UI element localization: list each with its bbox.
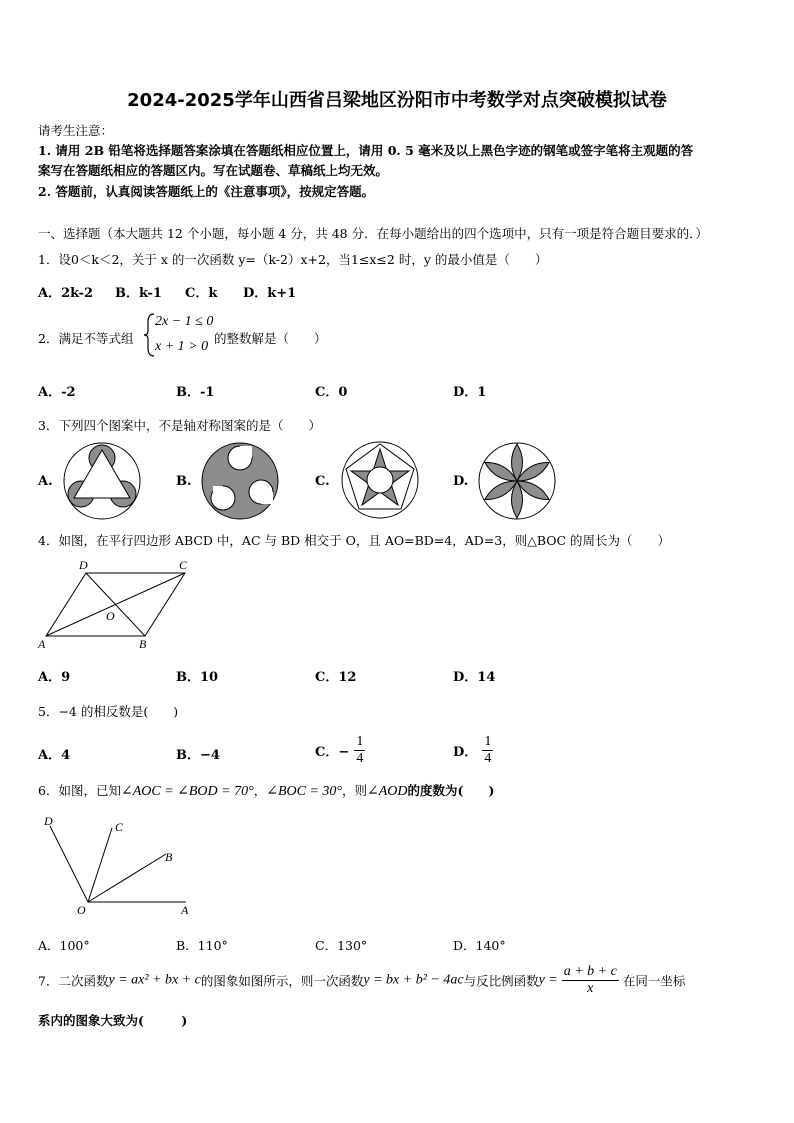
q4-option-a: A．9	[38, 670, 71, 685]
q6-stem-math-1: ∠AOC = ∠BOD = 70°	[120, 784, 254, 799]
q6-option-c: C．130°	[315, 938, 368, 953]
q4-label-d: D	[79, 558, 88, 572]
q4-option-c: C．12	[315, 670, 357, 685]
q1-option-c: C．k	[185, 286, 218, 301]
section-heading: 一、选择题（本大题共 12 个小题，每小题 4 分，共 48 分．在每小题给出的四个选项中，只有一项是符合题目要求的．）	[38, 226, 708, 241]
q1-option-b: B．k-1	[115, 286, 162, 301]
q5-stem: 5．−4 的相反数是( )	[38, 704, 179, 719]
q5-option-c-fraction	[354, 734, 365, 767]
q6-stem-prefix: 6．如图，已知	[38, 783, 121, 798]
q6-option-d: D．140°	[453, 938, 506, 953]
q3-stem: 3．下列四个图案中，不是轴对称图案的是（ ）	[38, 418, 321, 433]
q6-stem	[38, 781, 494, 800]
q7-prefix: 7．二次函数	[38, 973, 109, 989]
q7-formula-3-lhs: y =	[538, 972, 558, 988]
q7-stem	[38, 964, 685, 997]
q3-figure-a	[61, 440, 143, 522]
q3-figure-b	[199, 440, 281, 522]
q5-d-numerator: 1	[484, 734, 492, 749]
q5-c-denominator: 4	[356, 751, 364, 766]
q7-formula-1: y = ax² + bx + c	[108, 972, 201, 988]
q3-label-d: D.	[453, 474, 469, 489]
q4-option-d: D．14	[453, 670, 496, 685]
q6-option-b: B．110°	[176, 938, 228, 953]
q5-option-d-fraction	[482, 734, 493, 767]
q1-option-d: D．k+1	[243, 286, 297, 301]
notice-line-1b: 案写在答题纸相应的答题区内。写在试题卷、草稿纸上均无效。	[38, 163, 389, 178]
q5-d-denominator: 4	[484, 751, 492, 766]
page-title: 2024-2025学年山西省吕梁地区汾阳市中考数学对点突破模拟试卷	[127, 90, 667, 111]
q3-label-b: B.	[176, 474, 192, 489]
q2-suffix: 的整数解是（ ）	[214, 331, 327, 346]
q2-inequality-2: x + 1 > 0	[155, 339, 209, 354]
q7-mid-2: 与反比例函数	[463, 973, 539, 989]
q3-figure-d	[476, 440, 558, 522]
q7-mid-1: 的图象如图所示，则一次函数	[200, 973, 364, 989]
q5-option-c-prefix: C．−	[315, 745, 350, 760]
q6-label-b: B	[165, 850, 173, 864]
q6-label-o: O	[77, 903, 86, 917]
q4-parallelogram-figure	[36, 558, 196, 652]
q3-label-c: C.	[315, 474, 330, 489]
q5-option-b: B．−4	[176, 748, 220, 763]
notice-heading: 请考生注意：	[38, 123, 114, 138]
q7-formula-3-fraction	[562, 964, 619, 997]
q3-label-a: A.	[38, 474, 53, 489]
q7-suffix: 在同一坐标	[622, 973, 686, 989]
q4-label-a: A	[38, 637, 46, 651]
q2-brace	[142, 312, 156, 358]
q7-f3-denominator: x	[587, 981, 594, 996]
q5-option-a: A．4	[38, 748, 71, 763]
notice-line-1a: 1. 请用 2B 铅笔将选择题答案涂填在答题纸相应位置上，请用 0. 5 毫米及以上黑色字迹的钢笔或签字笔将主观题的答	[38, 143, 694, 158]
q6-stem-suffix: 的度数为( )	[407, 783, 495, 798]
q2-option-d: D．1	[453, 385, 487, 400]
q2-option-b: B．-1	[176, 385, 215, 400]
q4-label-o: O	[106, 609, 115, 623]
q5-c-numerator: 1	[356, 734, 364, 749]
notice-line-2: 2. 答题前，认真阅读答题纸上的《注意事项》，按规定答题。	[38, 184, 375, 199]
q6-option-a: A．100°	[38, 938, 90, 953]
q2-option-c: C．0	[315, 385, 348, 400]
q6-label-a: A	[181, 903, 189, 917]
q1-stem: 1．设0＜k＜2，关于 x 的一次函数 y=（k-2）x+2，当1≤x≤2 时，y 的最小值是（ ）	[38, 252, 548, 267]
q1-option-a: A．2k-2	[38, 286, 94, 301]
q2-option-a: A．-2	[38, 385, 76, 400]
q7-line-2: 系内的图象大致为( )	[38, 1013, 188, 1028]
q6-stem-mid: ，	[253, 783, 267, 798]
q6-label-d: D	[44, 814, 53, 828]
q5-option-d	[453, 734, 493, 767]
q6-stem-math-2: ∠BOC = 30°	[266, 784, 342, 799]
q7-f3-numerator: a + b + c	[563, 964, 617, 979]
q6-angle-figure	[36, 812, 196, 922]
q2-inequality-1: 2x − 1 ≤ 0	[155, 314, 214, 329]
q5-option-c	[315, 734, 365, 767]
q3-figure-c	[339, 439, 421, 521]
q4-label-c: C	[179, 558, 188, 572]
q6-stem-math-3: ∠AOD	[367, 784, 408, 799]
q2-prefix: 2．满足不等式组	[38, 331, 134, 346]
q5-option-d-prefix: D．	[453, 745, 478, 760]
q7-formula-2: y = bx + b² − 4ac	[363, 972, 464, 988]
q6-label-c: C	[115, 820, 124, 834]
q4-stem: 4．如图，在平行四边形 ABCD 中，AC 与 BD 相交于 O，且 AO=BD=4，AD=3，则△BOC 的周长为（ ）	[38, 533, 671, 548]
q6-stem-mid-2: ，则	[342, 783, 368, 798]
q4-option-b: B．10	[176, 670, 219, 685]
q4-label-b: B	[139, 637, 147, 651]
